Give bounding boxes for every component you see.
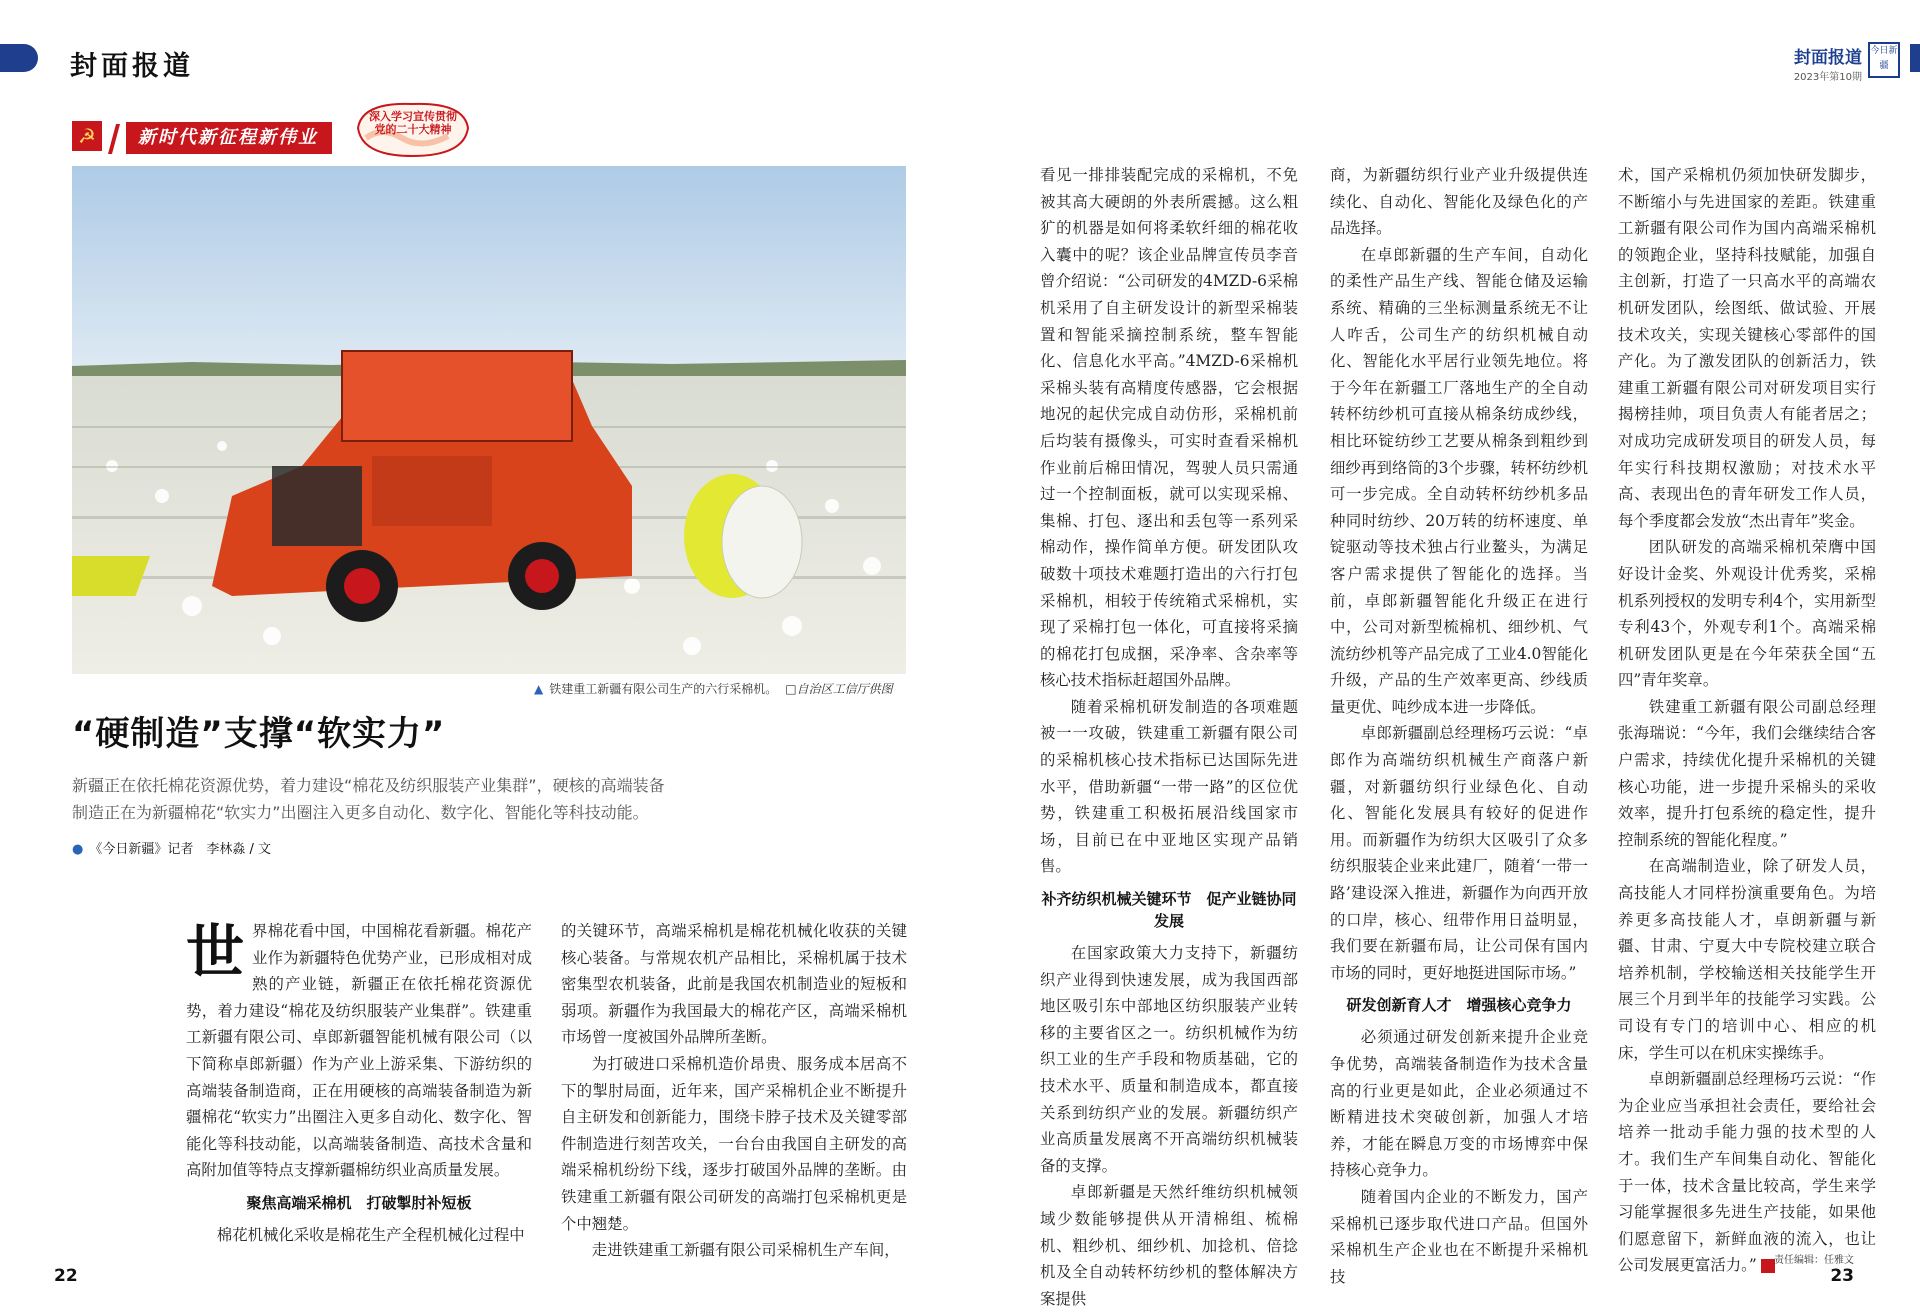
subheading-3: 研发创新育人才 增强核心竞争力 <box>1346 996 1572 1015</box>
column-4-paragraph: 卓郎新疆副总经理杨巧云说：“卓郎作为高端纺织机械生产商落户新疆，对新疆纺织行业绿色化、自动化、智能化发展具有较好的促进作用。而新疆作为纺织大区吸引了众多纺织服装企业来此建厂，随着‘一带一路’建设深入推进，新疆作为向西开放的口岸，核心、纽带作用日益明显，我们要在新疆布局，让公司保有国内市场的同时，更好地挺进国际市场。” <box>1330 724 1588 982</box>
photo-caption <box>534 680 893 697</box>
column-5-paragraph: 团队研发的高端采棉机荣膺中国好设计金奖、外观设计优秀奖，采棉机系列授权的发明专利4个，实用新型专利43个，外观专利1个。高端采棉机研发团队更是在今年荣获全国“五四”青年奖章。 <box>1618 538 1876 690</box>
column-5-paragraph: 术，国产采棉机仍须加快研发脚步，不断缩小与先进国家的差距。铁建重工新疆有限公司作为国内高端采棉机的领跑企业，坚持科技赋能，加强自主创新，打造了一只高水平的高端农机研发团队，绘图纸、做试验、开展技术攻关，实现关键核心零部件的国产化。为了激发团队的创新活力，铁建重工新疆有限公司对研发项目实行揭榜挂帅，项目负责人有能者居之；对成功完成研发项目的研发人员，每年实行科技期权激励；对技术水平高、表现出色的青年研发工作人员，每个季度都会发放“杰出青年”奖金。 <box>1618 166 1876 530</box>
section-header-right <box>1794 43 1862 83</box>
column-5-paragraph: 在高端制造业，除了研发人员，高技能人才同样扮演重要角色。为培养更多高技能人才，卓朗新疆与新疆、甘肃、宁夏大中专院校建立联合培养机制，学校输送相关技能学生开展三个月到半年的技能学习实践。公司设有专门的培训中心、相应的机床，学生可以在机床实操练手。 <box>1618 857 1876 1062</box>
photo-illustration <box>72 166 906 674</box>
column-3-paragraph: 看见一排排装配完成的采棉机，不免被其高大硬朗的外表所震撼。这么粗犷的机器是如何将柔软纤细的棉花收入囊中的呢？该企业品牌宣传员李音曾介绍说：“公司研发的4MZD-6采棉机采用了自主研发设计的新型采棉装置和智能采摘控制系统，整车智能化、信息化水平高。”4MZD-6采棉机采棉头装有高精度传感器，它会根据地况的起伏完成自动仿形，采棉机前后均装有摄像头，可实时查看采棉机作业前后棉田情况，驾驶人员只需通过一个控制面板，就可以实现采棉、集棉、打包、逐出和丢包等一系列采棉动作，操作简单方便。研发团队攻破数十项技术难题打造出的六行打包采棉机，相较于传统箱式采棉机，实现了采棉打包一体化，可直接将采摘的棉花打包成捆，采净率、含杂率等核心技术指标赶超国外品牌。 <box>1040 166 1298 690</box>
column-4-paragraph: 必须通过研发创新来提升企业竞争优势，高端装备制造作为技术含量高的行业更是如此，企业必须通过不断精进技术突破创新，加强人才培养，才能在瞬息万变的市场博弈中保持核心竞争力。 <box>1330 1028 1588 1180</box>
column-3-paragraph: 随着采棉机研发制造的各项难题被一一攻破，铁建重工新疆有限公司的采棉机核心技术指标已达国际先进水平，借助新疆“一带一路”的区位优势，铁建重工积极拓展沿线国家市场，目前已在中亚地区实现产品销售。 <box>1040 697 1298 876</box>
section-title-left: 封面报道 <box>70 51 194 82</box>
column-1-paragraph: 界棉花看中国，中国棉花看新疆。棉花产业作为新疆特色优势产业，已形成相对成熟的产业链，新疆正在依托棉花资源优势，着力建设“棉花及纺织服装产业集群”。铁建重工新疆有限公司、卓郎新疆智能机械有限公司（以下简称卓郎新疆）作为产业上游采集、下游纺织的高端装备制造商，正在用硬核的高端装备制造为新疆棉花“软实力”出圈注入更多自动化、数字化、智能化等科技动能，以高端装备制造、高技术含量和高附加值等特点支撑新疆棉纺织业高质量发展。 <box>186 922 532 1180</box>
article-lead: 新疆正在依托棉花资源优势，着力建设“棉花及纺织服装产业集群”，硬核的高端装备制造正在为新疆棉花“软实力”出圈注入更多自动化、数字化、智能化等科技动能。 <box>72 776 665 822</box>
banner-slogan: 新时代新征程新伟业 <box>126 122 332 154</box>
page-number-left: 22 <box>54 1266 78 1286</box>
column-5-paragraph-text: 卓朗新疆副总经理杨巧云说：“作为企业应当承担社会责任，要给社会培养一批动手能力强的技术型的人才。我们生产车间集自动化、智能化于一体，技术含量比较高，学生来学习能掌握很多先进生产技能，如果他们愿意留下，新鲜血液的流入，也让公司发展更富活力。” <box>1618 1070 1876 1275</box>
column-4-paragraph: 随着国内企业的不断发力，国产采棉机已逐步取代进口产品。但国外采棉机生产企业也在不断提升采棉机技 <box>1330 1187 1588 1286</box>
column-3 <box>1040 162 1298 1312</box>
column-1 <box>186 918 532 1249</box>
party-emblem-icon: ☭ <box>72 121 102 151</box>
column-2-paragraph: 的关键环节，高端采棉机是棉花机械化收获的关键核心装备。与常规农机产品相比，采棉机属于技术密集型农机装备，此前是我国农机制造业的短板和弱项。新疆作为我国最大的棉花产区，高端采棉机市场曾一度被国外品牌所垄断。 <box>561 922 907 1047</box>
column-5-paragraph: 铁建重工新疆有限公司副总经理张海瑞说：“今年，我们会继续结合客户需求，持续优化提升采棉机的关键核心功能，进一步提升采棉头的采收效率，提升打包系统的稳定性，提升控制系统的智能化程度。” <box>1618 697 1876 849</box>
column-4 <box>1330 162 1588 1290</box>
campaign-seal <box>352 98 474 162</box>
subheading-2: 补齐纺织机械关键环节 促产业链协同发展 <box>1041 890 1297 931</box>
column-3-paragraph: 卓郎新疆是天然纤维纺织机械领域少数能够提供从开清棉组、梳棉机、粗纱机、细纱机、加捻机、倍捻机及全自动转杯纺纱机的整体解决方案提供 <box>1040 1183 1298 1308</box>
drop-cap: 世 <box>186 918 245 986</box>
magazine-logo: 今日新疆 <box>1868 42 1900 78</box>
column-5-paragraph <box>1618 1066 1876 1279</box>
caption-text: 铁建重工新疆有限公司生产的六行采棉机。 <box>549 682 778 696</box>
page-number-right: 23 <box>1830 1266 1854 1286</box>
subheading-1: 聚焦高端采棉机 打破掣肘补短板 <box>246 1193 472 1212</box>
byline-text: 《今日新疆》记者 李林淼 / 文 <box>89 842 271 857</box>
end-mark-icon <box>1761 1259 1775 1273</box>
column-4-paragraph: 在卓郎新疆的生产车间，自动化的柔性产品生产线、智能仓储及运输系统、精确的三坐标测量系统无不让人咋舌，公司生产的纺织机械自动化、智能化水平居行业领先地位。将于今年在新疆工厂落地生产的全自动转杯纺纱机可直接从棉条纺成纱线，相比环锭纺纱工艺要从棉条到粗纱到细纱再到络筒的3个步骤，转杯纺纱机可一步完成。全自动转杯纺纱机多品种同时纺纱、20万转的纺杯速度、单锭驱动等技术独占行业鳌头，为满足客户需求提供了智能化的选择。当前，卓郎新疆智能化升级正在进行中，公司对新型梳棉机、细纱机、气流纺纱机等产品完成了工业4.0智能化升级，产品的生产效率更高、纱线质量更优、吨纱成本进一步降低。 <box>1330 245 1588 716</box>
article-byline <box>72 838 271 857</box>
issue-label: 2023年第10期 <box>1793 72 1862 83</box>
caption-triangle-icon: ▲ <box>534 682 544 696</box>
byline-dot-icon: ● <box>72 842 84 857</box>
column-2-paragraph: 走进铁建重工新疆有限公司采棉机生产车间， <box>591 1241 900 1260</box>
column-5 <box>1618 162 1876 1279</box>
column-2 <box>561 918 907 1264</box>
column-2-paragraph: 为打破进口采棉机造价昂贵、服务成本居高不下的掣肘局面，近年来，国产采棉机企业不断提升自主研发和创新能力，围绕卡脖子技术及关键零部件制造进行刻苦攻关，一台台由我国自主研发的高端采棉机纷纷下线，逐步打破国外品牌的垄断。由铁建重工新疆有限公司研发的高端打包采棉机更是个中翘楚。 <box>561 1054 907 1233</box>
banner-divider <box>108 124 120 154</box>
column-1-paragraph: 棉花机械化采收是棉花生产全程机械化过程中 <box>216 1225 525 1244</box>
section-tab-marker <box>0 44 38 72</box>
column-4-paragraph: 商，为新疆纺织行业产业升级提供连续化、自动化、智能化及绿色化的产品选择。 <box>1330 166 1588 238</box>
section-tab-marker-right <box>1910 44 1920 72</box>
photo-credit: □自治区工信厅供图 <box>785 682 893 696</box>
section-title-right: 封面报道 <box>1794 48 1862 68</box>
seal-text: 深入学习宣传贯彻党的二十大精神 <box>369 110 457 136</box>
column-3-paragraph: 在国家政策大力支持下，新疆纺织产业得到快速发展，成为我国西部地区吸引东中部地区纺织服装产业转移的主要省区之一。纺织机械作为纺织工业的生产手段和物质基础，它的技术水平、质量和制造成本，都直接关系到纺织产业的发展。新疆纺织产业高质量发展离不开高端纺织机械装备的支撑。 <box>1040 944 1298 1175</box>
cotton-picker-photo <box>72 166 906 674</box>
article-headline: “硬制造”支撑“软实力” <box>72 714 446 754</box>
editor-credit: 责任编辑：任雅文 <box>1774 1255 1854 1266</box>
